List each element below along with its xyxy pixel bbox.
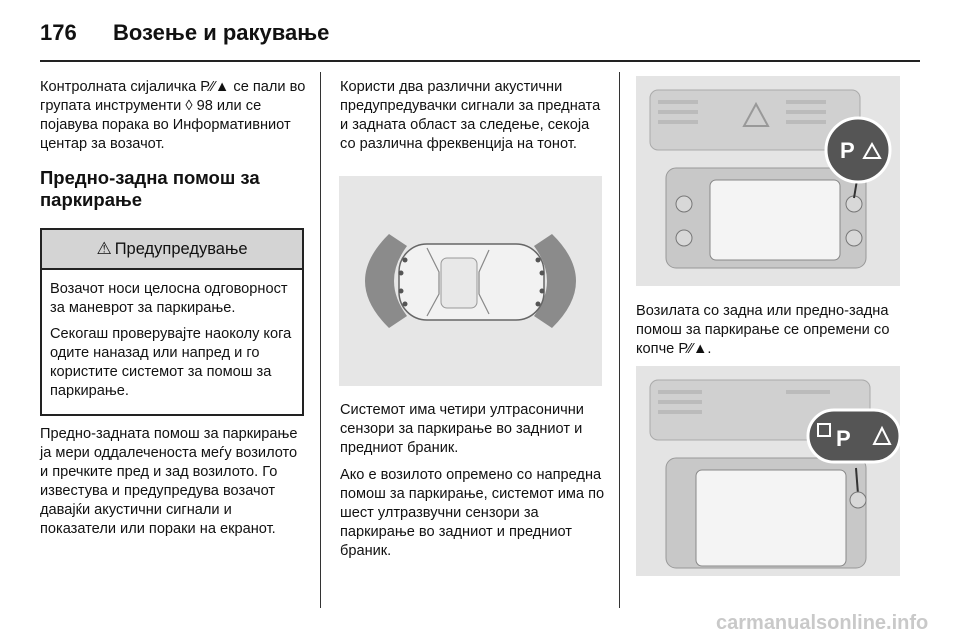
column-divider — [619, 72, 620, 608]
warning-body — [42, 270, 302, 401]
body-paragraph: Системот има четири ултрасонични сензори за паркирање во задниот и предниот браник. — [340, 402, 584, 456]
warning-header — [42, 230, 302, 270]
dashboard-advanced-parking-photo — [636, 366, 900, 576]
car-sensor-illustration — [339, 176, 602, 386]
body-paragraph: Предно-задната помош за паркирање ја мери оддалеченоста меѓу возилото и пречките пред и зад возилото. Го известува и предупредува возачот давајќи акустични сигнали и показатели или пораки на екранот. — [40, 426, 298, 537]
column-1 — [40, 78, 308, 211]
body-paragraph: Ако е возилото опремено со напредна помош за паркирање, системот има по шест ултразвучни сензори за паркирање во задниот и предниот браник. — [340, 467, 605, 559]
caption-paragraph: Возилата со задна или предно-задна помош за паркирање се опремени со копче P⁄⁄▲. — [636, 303, 890, 357]
intro-paragraph: Контролната сијаличка P⁄⁄▲ се пали во групата инструменти ◊ 98 или се појавува порака во Информативниот центар за возачот. — [40, 79, 306, 152]
column-3 — [636, 302, 904, 367]
warning-title: Предупредување — [114, 239, 248, 258]
svg-text:P: P — [840, 138, 855, 163]
page-header — [0, 0, 960, 62]
section-heading: Предно-задна помош за паркирање — [40, 167, 260, 210]
column-2-lower — [340, 401, 608, 569]
warning-text: Секогаш проверувајте наоколу кога одите наназад или напред и го користите системот за помош за паркирање. — [50, 326, 292, 399]
warning-box — [40, 228, 304, 416]
dashboard-parking-button-photo — [636, 76, 900, 286]
watermark: carmanualsonline.info — [716, 612, 929, 634]
warning-text: Возачот носи целосна одговорност за маневрот за паркирање. — [50, 281, 288, 316]
body-paragraph: Користи два различни акустични предупредувачки сигнали за предната и задната област за следење, секоја со различна фреквенција на тонот. — [340, 79, 601, 152]
column-1-lower — [40, 425, 308, 547]
header-rule — [40, 60, 920, 62]
warning-triangle-icon: ⚠ — [96, 239, 112, 258]
svg-text:P: P — [836, 426, 851, 451]
page-number: 176 — [40, 20, 77, 45]
column-2 — [340, 78, 606, 162]
page-title: Возење и ракување — [113, 20, 330, 45]
column-divider — [320, 72, 321, 608]
